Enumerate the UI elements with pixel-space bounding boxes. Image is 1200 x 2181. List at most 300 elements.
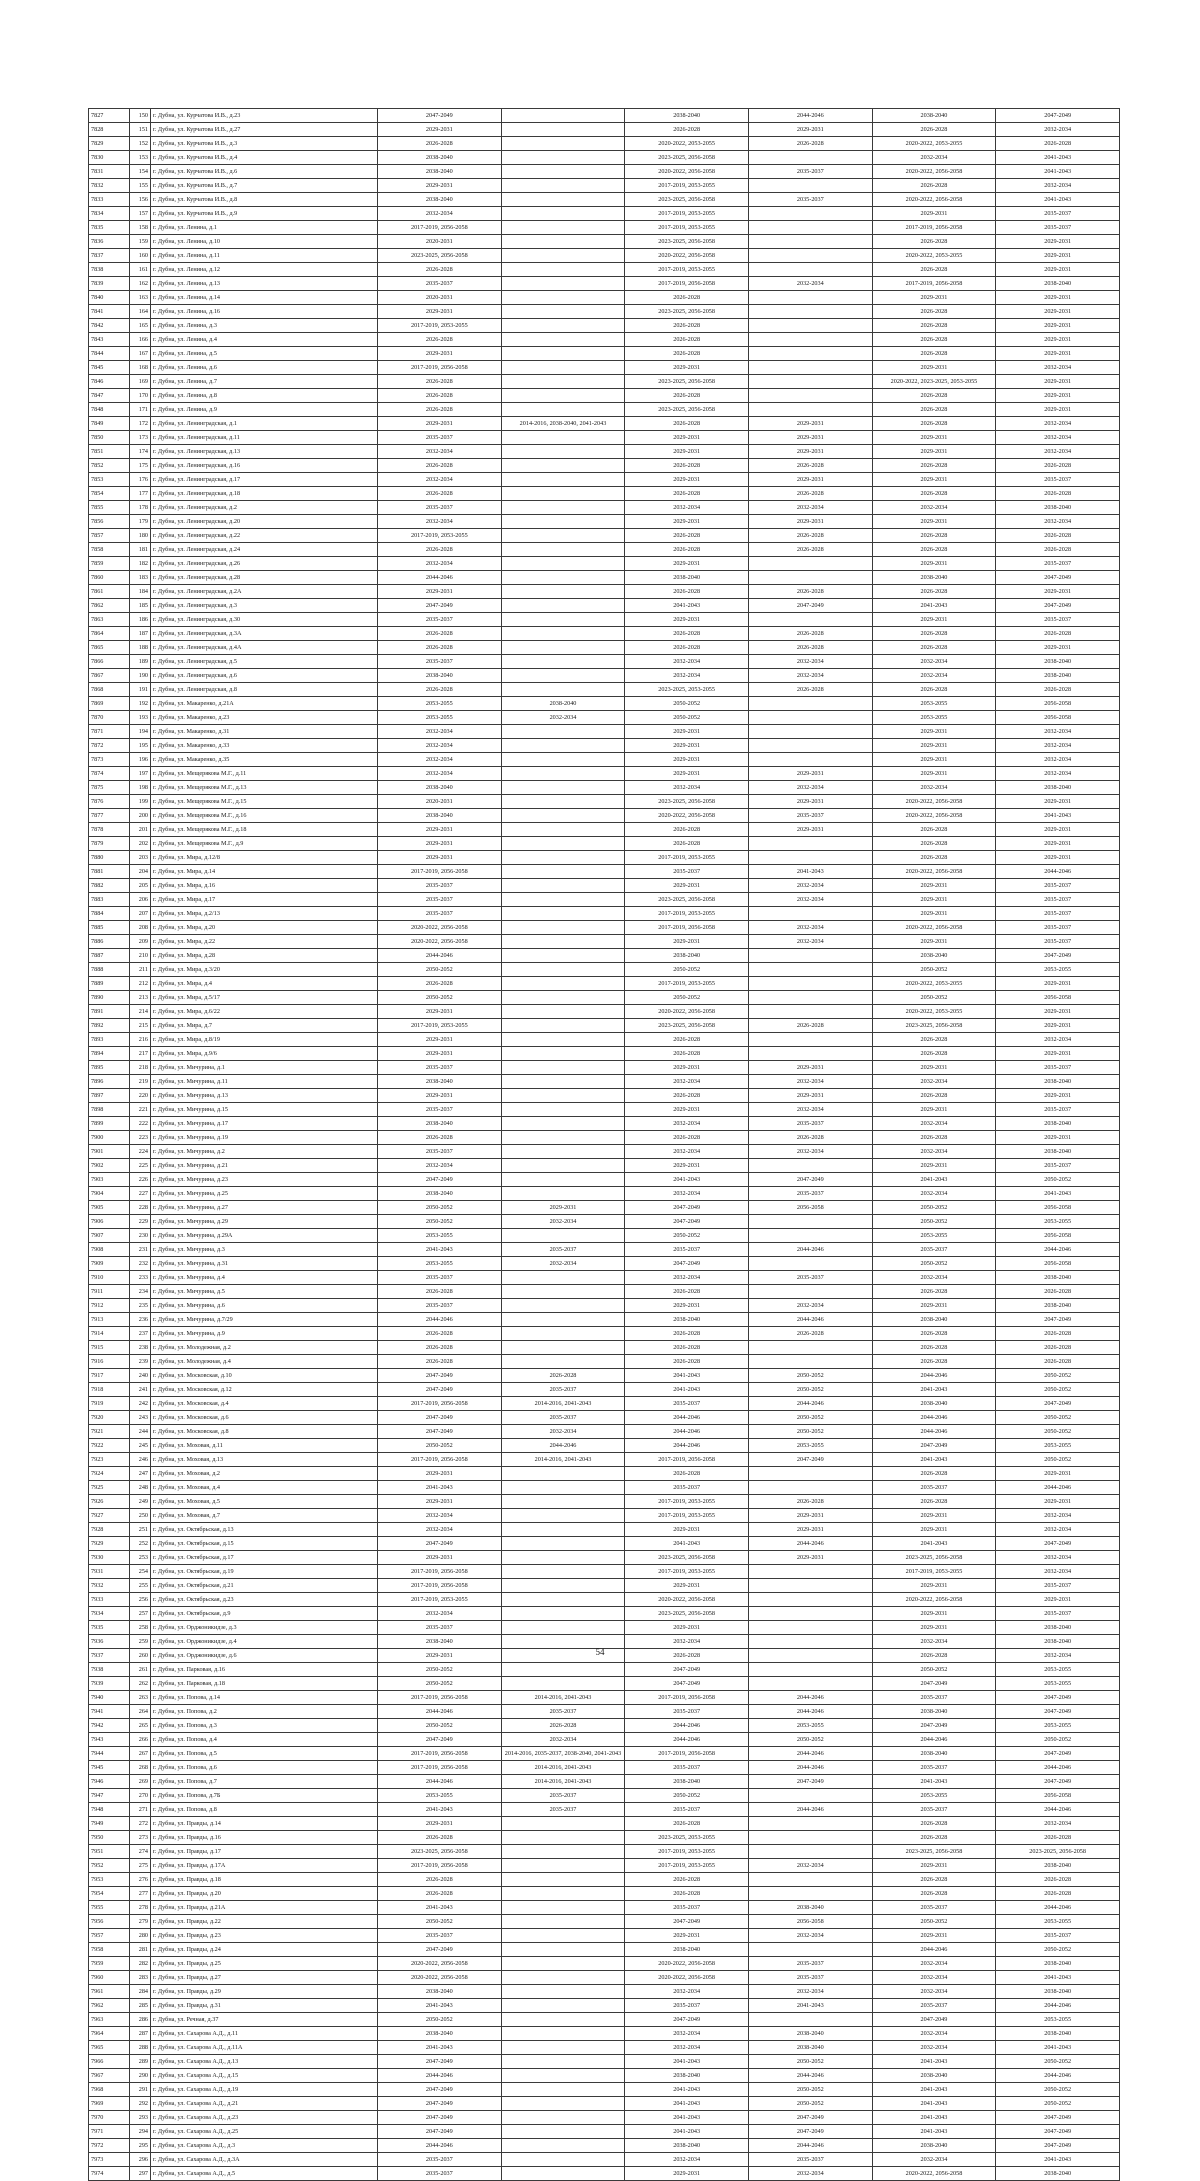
period-1-cell: 2032-2034 [378,1607,502,1621]
period-5-cell: 2029-2031 [872,1579,996,1593]
row-id-cell: 7918 [89,1383,130,1397]
period-4-cell: 2044-2046 [748,1397,872,1411]
period-6-cell: 2035-2037 [996,207,1120,221]
period-4-cell: 2038-2040 [748,2041,872,2055]
address-cell: г. Дубна, ул. Мичурина, д.15 [151,1103,378,1117]
row-number-cell: 167 [130,347,151,361]
period-3-cell: 2017-2019, 2053-2055 [625,1495,749,1509]
period-4-cell: 2050-2052 [748,2055,872,2069]
table-row [89,319,1120,333]
period-3-cell: 2017-2019, 2056-2058 [625,277,749,291]
period-1-cell: 2047-2049 [378,1425,502,1439]
table-row [89,1257,1120,1271]
address-cell: г. Дубна, ул. Ленинградская, д.30 [151,613,378,627]
period-5-cell: 2020-2022, 2056-2058 [872,2167,996,2181]
address-cell: г. Дубна, ул. Ленина, д.9 [151,403,378,417]
period-2-cell [501,2069,625,2083]
period-1-cell: 2035-2037 [378,277,502,291]
period-2-cell [501,1985,625,1999]
period-2-cell [501,977,625,991]
address-cell: г. Дубна, ул. Мещерякова М.Г., д.15 [151,795,378,809]
period-4-cell: 2056-2058 [748,1915,872,1929]
period-4-cell: 2032-2034 [748,1145,872,1159]
row-number-cell: 208 [130,921,151,935]
table-row [89,459,1120,473]
table-row [89,1005,1120,1019]
table-row [89,739,1120,753]
row-id-cell: 7902 [89,1159,130,1173]
period-6-cell: 2038-2040 [996,1635,1120,1649]
row-number-cell: 172 [130,417,151,431]
address-cell: г. Дубна, ул. Сахарова А.Д., д.11 [151,2027,378,2041]
period-5-cell: 2032-2034 [872,1957,996,1971]
period-2-cell [501,333,625,347]
table-row [89,165,1120,179]
period-1-cell: 2029-2031 [378,347,502,361]
address-cell: г. Дубна, ул. Ленинградская, д.26 [151,557,378,571]
address-cell: г. Дубна, ул. Парковая, д.18 [151,1677,378,1691]
period-1-cell: 2035-2037 [378,655,502,669]
address-cell: г. Дубна, ул. Правды, д.18 [151,1873,378,1887]
address-cell: г. Дубна, ул. Мира, д.17 [151,893,378,907]
period-2-cell: 2014-2016, 2041-2043 [501,1691,625,1705]
period-5-cell: 2038-2040 [872,1397,996,1411]
row-number-cell: 248 [130,1481,151,1495]
period-5-cell: 2029-2031 [872,879,996,893]
table-row [89,291,1120,305]
row-number-cell: 200 [130,809,151,823]
row-id-cell: 7829 [89,137,130,151]
period-4-cell: 2047-2049 [748,2125,872,2139]
period-6-cell: 2032-2034 [996,1565,1120,1579]
period-4-cell: 2026-2028 [748,1131,872,1145]
period-6-cell: 2029-2031 [996,851,1120,865]
period-4-cell [748,837,872,851]
period-6-cell: 2035-2037 [996,935,1120,949]
table-row [89,1845,1120,1859]
row-id-cell: 7914 [89,1327,130,1341]
period-2-cell [501,151,625,165]
address-cell: г. Дубна, ул. Попова, д.4 [151,1733,378,1747]
period-1-cell: 2017-2019, 2053-2055 [378,1593,502,1607]
row-number-cell: 214 [130,1005,151,1019]
period-6-cell: 2032-2034 [996,515,1120,529]
period-1-cell: 2026-2028 [378,1831,502,1845]
period-2-cell [501,1061,625,1075]
period-4-cell: 2026-2028 [748,627,872,641]
period-5-cell: 2026-2028 [872,1089,996,1103]
period-5-cell: 2029-2031 [872,767,996,781]
period-6-cell: 2029-2031 [996,585,1120,599]
period-3-cell: 2029-2031 [625,445,749,459]
row-id-cell: 7833 [89,193,130,207]
row-id-cell: 7930 [89,1551,130,1565]
row-id-cell: 7913 [89,1313,130,1327]
row-id-cell: 7828 [89,123,130,137]
period-6-cell: 2047-2049 [996,1537,1120,1551]
period-5-cell: 2041-2043 [872,599,996,613]
period-1-cell: 2050-2052 [378,1215,502,1229]
table-row [89,893,1120,907]
period-1-cell: 2029-2031 [378,1551,502,1565]
period-5-cell: 2029-2031 [872,739,996,753]
period-1-cell: 2032-2034 [378,473,502,487]
period-6-cell: 2026-2028 [996,1341,1120,1355]
row-number-cell: 292 [130,2097,151,2111]
period-5-cell: 2029-2031 [872,431,996,445]
period-3-cell: 2038-2040 [625,2069,749,2083]
row-id-cell: 7844 [89,347,130,361]
period-5-cell: 2017-2019, 2056-2058 [872,277,996,291]
period-3-cell: 2017-2019, 2053-2055 [625,1509,749,1523]
row-number-cell: 240 [130,1369,151,1383]
period-5-cell: 2032-2034 [872,2027,996,2041]
period-6-cell: 2035-2037 [996,1579,1120,1593]
table-row [89,1187,1120,1201]
period-3-cell: 2026-2028 [625,389,749,403]
row-id-cell: 7887 [89,949,130,963]
row-id-cell: 7907 [89,1229,130,1243]
address-cell: г. Дубна, ул. Мичурина, д.7/29 [151,1313,378,1327]
row-id-cell: 7958 [89,1943,130,1957]
period-5-cell: 2038-2040 [872,109,996,123]
period-1-cell: 2032-2034 [378,1159,502,1173]
period-1-cell: 2017-2019, 2053-2055 [378,529,502,543]
period-1-cell: 2035-2037 [378,2167,502,2181]
period-3-cell: 2047-2049 [625,1677,749,1691]
period-4-cell [748,1943,872,1957]
period-6-cell: 2038-2040 [996,1075,1120,1089]
row-id-cell: 7944 [89,1747,130,1761]
period-4-cell [748,249,872,263]
period-4-cell [748,1663,872,1677]
row-number-cell: 251 [130,1523,151,1537]
period-1-cell: 2044-2046 [378,2139,502,2153]
period-6-cell: 2053-2055 [996,1677,1120,1691]
period-6-cell: 2026-2028 [996,683,1120,697]
address-cell: г. Дубна, ул. Московская, д.4 [151,1397,378,1411]
period-5-cell: 2026-2028 [872,123,996,137]
period-5-cell: 2032-2034 [872,655,996,669]
period-6-cell: 2035-2037 [996,1159,1120,1173]
period-6-cell: 2050-2052 [996,2083,1120,2097]
period-6-cell: 2029-2031 [996,823,1120,837]
period-4-cell: 2032-2034 [748,1929,872,1943]
period-5-cell: 2026-2028 [872,1131,996,1145]
period-6-cell: 2032-2034 [996,179,1120,193]
table-row [89,1495,1120,1509]
period-2-cell [501,1817,625,1831]
table-row [89,2041,1120,2055]
address-cell: г. Дубна, ул. Октябрьская, д.19 [151,1565,378,1579]
address-cell: г. Дубна, ул. Мичурина, д.3 [151,1243,378,1257]
row-id-cell: 7970 [89,2111,130,2125]
table-row [89,2083,1120,2097]
period-5-cell: 2035-2037 [872,1803,996,1817]
period-1-cell: 2026-2028 [378,543,502,557]
period-4-cell: 2047-2049 [748,2111,872,2125]
row-number-cell: 157 [130,207,151,221]
period-4-cell: 2044-2046 [748,1243,872,1257]
period-3-cell: 2038-2040 [625,1943,749,1957]
table-row [89,1117,1120,1131]
period-2-cell [501,1173,625,1187]
row-id-cell: 7860 [89,571,130,585]
period-4-cell [748,725,872,739]
period-1-cell: 2035-2037 [378,1299,502,1313]
address-cell: г. Дубна, ул. Мещерякова М.Г., д.13 [151,781,378,795]
period-2-cell: 2014-2016, 2041-2043 [501,1775,625,1789]
row-number-cell: 191 [130,683,151,697]
period-6-cell: 2038-2040 [996,2167,1120,2181]
period-6-cell: 2035-2037 [996,221,1120,235]
period-2-cell [501,249,625,263]
period-1-cell: 2050-2052 [378,2013,502,2027]
row-id-cell: 7878 [89,823,130,837]
row-id-cell: 7891 [89,1005,130,1019]
period-6-cell: 2029-2031 [996,1131,1120,1145]
period-5-cell: 2026-2028 [872,417,996,431]
period-3-cell: 2023-2025, 2056-2058 [625,235,749,249]
address-cell: г. Дубна, ул. Мичурина, д.9 [151,1327,378,1341]
period-3-cell: 2017-2019, 2053-2055 [625,1859,749,1873]
row-number-cell: 217 [130,1047,151,1061]
period-2-cell [501,2055,625,2069]
period-4-cell [748,1215,872,1229]
row-id-cell: 7939 [89,1677,130,1691]
period-5-cell: 2047-2049 [872,1677,996,1691]
row-id-cell: 7910 [89,1271,130,1285]
period-5-cell: 2026-2028 [872,263,996,277]
period-4-cell: 2029-2031 [748,823,872,837]
period-1-cell: 2050-2052 [378,1439,502,1453]
row-id-cell: 7900 [89,1131,130,1145]
address-cell: г. Дубна, ул. Орджоникидзе, д.3 [151,1621,378,1635]
table-row [89,1579,1120,1593]
address-cell: г. Дубна, ул. Курчатова И.В., д.6 [151,165,378,179]
address-cell: г. Дубна, ул. Ленина, д.7 [151,375,378,389]
table-row [89,851,1120,865]
table-row [89,473,1120,487]
period-3-cell: 2026-2028 [625,1467,749,1481]
row-number-cell: 173 [130,431,151,445]
period-6-cell: 2047-2049 [996,949,1120,963]
period-4-cell [748,1621,872,1635]
table-row [89,1341,1120,1355]
period-4-cell: 2026-2028 [748,1019,872,1033]
row-id-cell: 7866 [89,655,130,669]
row-number-cell: 181 [130,543,151,557]
address-cell: г. Дубна, ул. Мещерякова М.Г., д.9 [151,837,378,851]
period-3-cell: 2050-2052 [625,711,749,725]
period-5-cell: 2038-2040 [872,2069,996,2083]
row-number-cell: 197 [130,767,151,781]
table-row [89,613,1120,627]
period-1-cell: 2035-2037 [378,501,502,515]
table-row [89,809,1120,823]
period-5-cell: 2044-2046 [872,1733,996,1747]
row-id-cell: 7881 [89,865,130,879]
address-cell: г. Дубна, ул. Ленина, д.8 [151,389,378,403]
address-cell: г. Дубна, ул. Ленина, д.6 [151,361,378,375]
period-2-cell: 2032-2034 [501,1257,625,1271]
period-6-cell: 2026-2028 [996,627,1120,641]
period-1-cell: 2032-2034 [378,207,502,221]
row-number-cell: 192 [130,697,151,711]
period-2-cell [501,1509,625,1523]
period-3-cell: 2026-2028 [625,1285,749,1299]
period-1-cell: 2044-2046 [378,2069,502,2083]
period-1-cell: 2047-2049 [378,1733,502,1747]
table-row [89,1565,1120,1579]
address-cell: г. Дубна, ул. Ленинградская, д.24 [151,543,378,557]
period-2-cell [501,1915,625,1929]
period-1-cell: 2017-2019, 2056-2058 [378,865,502,879]
table-row [89,1523,1120,1537]
period-5-cell: 2026-2028 [872,1355,996,1369]
address-cell: г. Дубна, ул. Макаренко, д.21А [151,697,378,711]
period-2-cell [501,851,625,865]
period-4-cell: 2053-2055 [748,1719,872,1733]
period-3-cell: 2038-2040 [625,1313,749,1327]
address-cell: г. Дубна, ул. Мичурина, д.5 [151,1285,378,1299]
period-3-cell: 2041-2043 [625,1369,749,1383]
table-row [89,697,1120,711]
period-3-cell: 2038-2040 [625,109,749,123]
period-1-cell: 2047-2049 [378,1943,502,1957]
period-4-cell: 2026-2028 [748,459,872,473]
address-cell: г. Дубна, ул. Мира, д.16 [151,879,378,893]
period-2-cell [501,1663,625,1677]
period-1-cell: 2032-2034 [378,753,502,767]
period-5-cell: 2029-2031 [872,1607,996,1621]
period-2-cell [501,1537,625,1551]
row-number-cell: 189 [130,655,151,669]
period-3-cell: 2029-2031 [625,431,749,445]
period-1-cell: 2029-2031 [378,179,502,193]
row-number-cell: 162 [130,277,151,291]
period-6-cell: 2035-2037 [996,1929,1120,1943]
row-number-cell: 174 [130,445,151,459]
address-cell: г. Дубна, ул. Октябрьская, д.9 [151,1607,378,1621]
period-2-cell [501,1887,625,1901]
period-2-cell [501,347,625,361]
period-5-cell: 2026-2028 [872,1887,996,1901]
period-2-cell [501,1047,625,1061]
period-2-cell [501,1075,625,1089]
table-row [89,1901,1120,1915]
row-number-cell: 293 [130,2111,151,2125]
table-row [89,1803,1120,1817]
period-4-cell: 2032-2034 [748,2167,872,2181]
row-number-cell: 254 [130,1565,151,1579]
period-1-cell: 2026-2028 [378,1131,502,1145]
period-2-cell [501,543,625,557]
period-6-cell: 2035-2037 [996,1103,1120,1117]
table-row [89,333,1120,347]
period-4-cell: 2032-2034 [748,781,872,795]
row-number-cell: 186 [130,613,151,627]
row-id-cell: 7927 [89,1509,130,1523]
period-3-cell: 2017-2019, 2053-2055 [625,207,749,221]
row-id-cell: 7948 [89,1803,130,1817]
period-1-cell: 2026-2028 [378,1873,502,1887]
row-id-cell: 7855 [89,501,130,515]
period-6-cell: 2047-2049 [996,1313,1120,1327]
period-2-cell [501,1005,625,1019]
row-id-cell: 7854 [89,487,130,501]
period-4-cell [748,949,872,963]
row-id-cell: 7917 [89,1369,130,1383]
table-row [89,1691,1120,1705]
row-number-cell: 268 [130,1761,151,1775]
table-row [89,935,1120,949]
period-4-cell: 2029-2031 [748,767,872,781]
table-row [89,1075,1120,1089]
period-5-cell: 2029-2031 [872,1929,996,1943]
period-3-cell: 2029-2031 [625,515,749,529]
table-row [89,1061,1120,1075]
period-6-cell: 2032-2034 [996,445,1120,459]
table-row [89,1145,1120,1159]
period-3-cell: 2029-2031 [625,1299,749,1313]
row-id-cell: 7888 [89,963,130,977]
period-3-cell: 2032-2034 [625,1271,749,1285]
period-1-cell: 2053-2055 [378,1257,502,1271]
period-1-cell: 2026-2028 [378,403,502,417]
row-id-cell: 7916 [89,1355,130,1369]
period-6-cell: 2047-2049 [996,2139,1120,2153]
table-row [89,375,1120,389]
period-5-cell: 2026-2028 [872,235,996,249]
row-id-cell: 7934 [89,1607,130,1621]
period-6-cell: 2056-2058 [996,1201,1120,1215]
period-4-cell: 2032-2034 [748,1985,872,1999]
period-4-cell: 2044-2046 [748,1705,872,1719]
period-2-cell [501,1033,625,1047]
address-cell: г. Дубна, ул. Ленинградская, д.3А [151,627,378,641]
row-number-cell: 204 [130,865,151,879]
period-2-cell [501,193,625,207]
table-row [89,1943,1120,1957]
period-3-cell: 2029-2031 [625,2167,749,2181]
period-5-cell: 2035-2037 [872,1243,996,1257]
period-3-cell: 2026-2028 [625,837,749,851]
row-id-cell: 7904 [89,1187,130,1201]
address-cell: г. Дубна, ул. Мичурина, д.2 [151,1145,378,1159]
period-1-cell: 2029-2031 [378,1033,502,1047]
period-5-cell: 2026-2028 [872,585,996,599]
row-number-cell: 171 [130,403,151,417]
row-number-cell: 161 [130,263,151,277]
table-row [89,263,1120,277]
row-id-cell: 7847 [89,389,130,403]
period-6-cell: 2029-2031 [996,235,1120,249]
period-4-cell [748,361,872,375]
period-6-cell: 2032-2034 [996,767,1120,781]
period-6-cell: 2041-2043 [996,809,1120,823]
period-4-cell: 2029-2031 [748,1509,872,1523]
table-row [89,1411,1120,1425]
row-number-cell: 280 [130,1929,151,1943]
address-cell: г. Дубна, ул. Мира, д.2/13 [151,907,378,921]
period-3-cell: 2023-2025, 2053-2055 [625,1831,749,1845]
row-id-cell: 7852 [89,459,130,473]
row-id-cell: 7946 [89,1775,130,1789]
period-5-cell: 2026-2028 [872,1033,996,1047]
address-cell: г. Дубна, ул. Правды, д.31 [151,1999,378,2013]
period-6-cell: 2038-2040 [996,277,1120,291]
